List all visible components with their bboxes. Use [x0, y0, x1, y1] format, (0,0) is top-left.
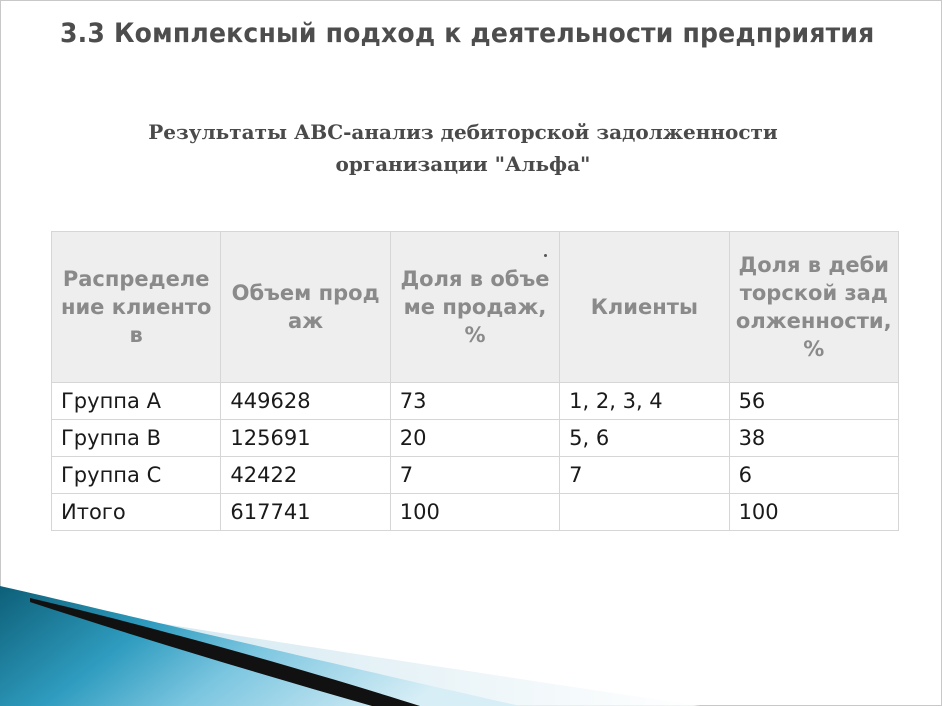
- cell-receivables-share: 100: [729, 494, 898, 531]
- header-distribution: Распределение клиентов: [52, 232, 221, 383]
- header-row: [52, 232, 899, 383]
- header-sales-volume: Объем продаж: [221, 232, 390, 383]
- cell-sales-share: 100: [390, 494, 559, 531]
- table-caption: [0, 116, 926, 180]
- table-body: [52, 383, 899, 531]
- cell-sales-share: 7: [390, 457, 559, 494]
- cell-clients: [560, 494, 729, 531]
- header-receivables-share: Доля в дебиторской задолженности, %: [729, 232, 898, 383]
- stray-dot: [544, 254, 547, 257]
- table-header: [52, 232, 899, 383]
- slide-heading: 3.3 Комплексный подход к деятельности предприятия: [60, 18, 875, 49]
- table-caption-line-1: Результаты АВС-анализ дебиторской задолженности: [148, 120, 778, 144]
- header-sales-share: Доля в объеме продаж, %: [390, 232, 559, 383]
- cell-group: Итого: [52, 494, 221, 531]
- table-row-total: [52, 494, 899, 531]
- cell-clients: 1, 2, 3, 4: [560, 383, 729, 420]
- cell-sales-share: 20: [390, 420, 559, 457]
- cell-sales-volume: 449628: [221, 383, 390, 420]
- cell-receivables-share: 38: [729, 420, 898, 457]
- cell-clients: 5, 6: [560, 420, 729, 457]
- cell-sales-share: 73: [390, 383, 559, 420]
- abc-analysis-table: [51, 231, 899, 531]
- cell-sales-volume: 125691: [221, 420, 390, 457]
- cell-group: Группа В: [52, 420, 221, 457]
- cell-clients: 7: [560, 457, 729, 494]
- decorative-swoosh: [0, 586, 942, 706]
- header-clients: Клиенты: [560, 232, 729, 383]
- cell-group: Группа С: [52, 457, 221, 494]
- cell-receivables-share: 6: [729, 457, 898, 494]
- cell-group: Группа А: [52, 383, 221, 420]
- table-caption-line-2: организации "Альфа": [335, 152, 591, 176]
- table-row: [52, 420, 899, 457]
- cell-sales-volume: 617741: [221, 494, 390, 531]
- table-row: [52, 457, 899, 494]
- cell-sales-volume: 42422: [221, 457, 390, 494]
- table-row: [52, 383, 899, 420]
- cell-receivables-share: 56: [729, 383, 898, 420]
